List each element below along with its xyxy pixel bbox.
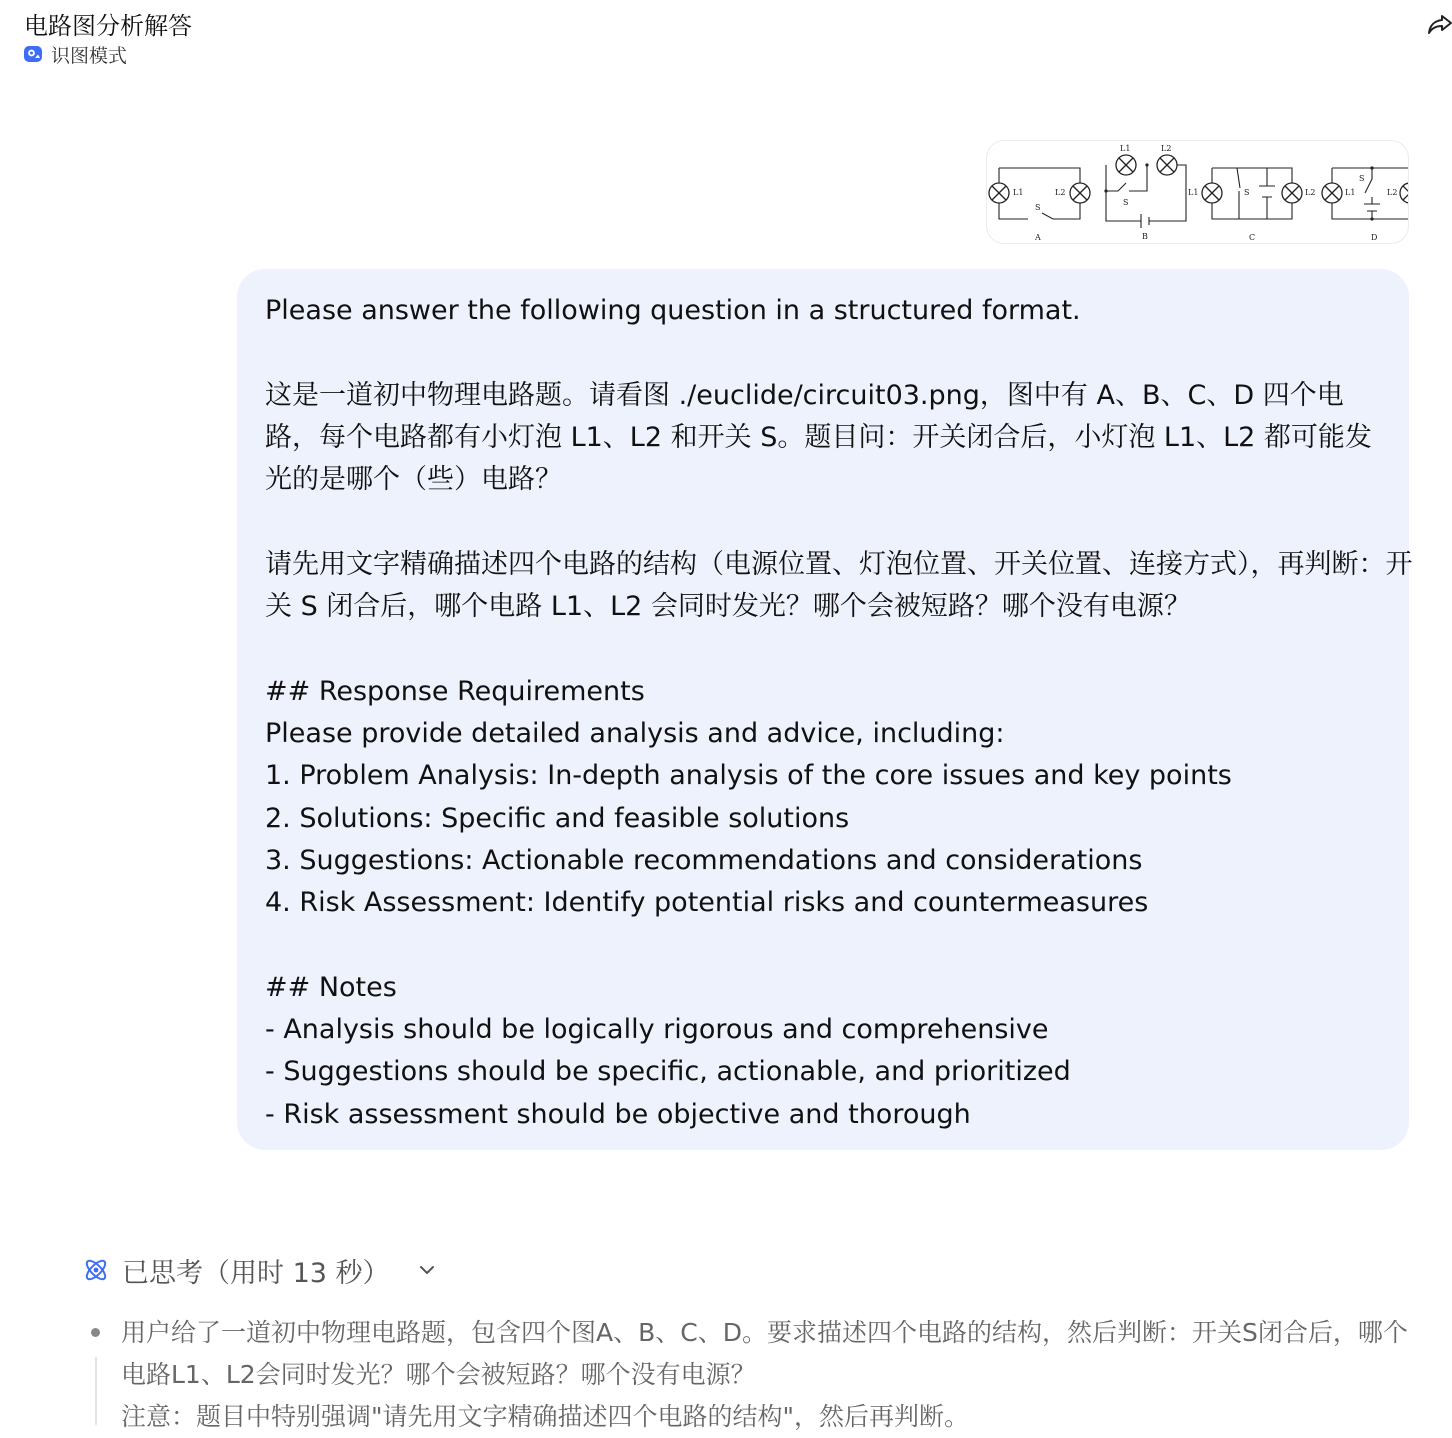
thinking-rule [95, 1357, 97, 1425]
image-recognition-icon [23, 44, 43, 64]
message-line: Please provide detailed analysis and advice, including: [265, 717, 1005, 749]
chevron-down-icon[interactable] [416, 1259, 438, 1281]
message-line: 4. Risk Assessment: Identify potential risks and countermeasures [265, 887, 1149, 919]
message-line [265, 332, 1381, 374]
message-line [265, 501, 1381, 543]
label-a-s: S [1035, 203, 1041, 212]
message-line: 3. Suggestions: Actionable recommendations and considerations [265, 844, 1143, 876]
message-line: 1. Problem Analysis: In-depth analysis of the core issues and key points [265, 760, 1232, 792]
label-a-l2: L2 [1055, 188, 1066, 197]
message-line: - Analysis should be logically rigorous and comprehensive [265, 1014, 1049, 1046]
label-c: C [1249, 233, 1256, 242]
user-message-bubble [237, 269, 1413, 1150]
label-c-l2: L2 [1305, 188, 1316, 197]
label-d-l1: L1 [1345, 188, 1356, 197]
thinking-line: 电路L1、L2会同时发光？哪个会被短路？哪个没有电源？ [121, 1360, 756, 1389]
label-d-s: S [1359, 174, 1365, 183]
message-line: 关 S 闭合后，哪个电路 L1、L2 会同时发光？哪个会被短路？哪个没有电源？ [265, 591, 1191, 623]
attachment-thumbnail[interactable] [986, 140, 1409, 244]
label-c-s: S [1244, 188, 1250, 197]
circuit-diagram [987, 141, 1409, 244]
page-title: 电路图分析解答 [24, 12, 192, 40]
message-line: ## Response Requirements [265, 675, 645, 707]
message-line: - Risk assessment should be objective and thorough [265, 1098, 971, 1130]
label-a-l1: L1 [1013, 188, 1024, 197]
message-line: 这是一道初中物理电路题。请看图 ./euclide/circuit03.png，图中有 A、B、C、D 四个电 [265, 379, 1344, 411]
message-line: ## Notes [265, 971, 397, 1003]
label-d: D [1371, 233, 1378, 242]
thinking-toggle[interactable] [82, 1250, 438, 1290]
thinking-label: 已思考（用时 13 秒） [122, 1257, 390, 1289]
thinking-line: 用户给了一道初中物理电路题，包含四个图A、B、C、D。要求描述四个电路的结构，然后判断：开关S闭合后，哪个 [121, 1318, 1408, 1347]
message-line: 路，每个电路都有小灯泡 L1、L2 和开关 S。题目问：开关闭合后，小灯泡 L1、L2 都可能发 [265, 421, 1372, 453]
message-line: 2. Solutions: Specific and feasible solutions [265, 802, 850, 834]
label-a: A [1035, 233, 1041, 242]
message-line [265, 924, 1381, 966]
share-icon[interactable] [1426, 10, 1452, 38]
message-line: 光的是哪个（些）电路？ [265, 464, 562, 496]
label-b-l1: L1 [1120, 144, 1131, 153]
atom-icon [82, 1256, 110, 1284]
message-line: Please answer the following question in a structured format. [265, 295, 1081, 326]
mode-badge[interactable] [23, 42, 127, 66]
message-line: 请先用文字精确描述四个电路的结构（电源位置、灯泡位置、开关位置、连接方式），再判断：开 [265, 548, 1413, 580]
label-b-s: S [1123, 198, 1129, 207]
message-line [265, 628, 1381, 670]
label-b: B [1142, 232, 1148, 241]
mode-label: 识图模式 [51, 44, 128, 67]
label-c-l1: L1 [1188, 188, 1199, 197]
thinking-content [121, 1312, 1411, 1438]
label-d-l2: L2 [1387, 188, 1398, 197]
message-line: - Suggestions should be specific, actionable, and prioritized [265, 1056, 1071, 1088]
thinking-line: 注意：题目中特别强调"请先用文字精确描述四个电路的结构"，然后再判断。 [121, 1402, 970, 1431]
label-b-l2: L2 [1161, 144, 1172, 153]
bullet-dot [91, 1328, 100, 1337]
